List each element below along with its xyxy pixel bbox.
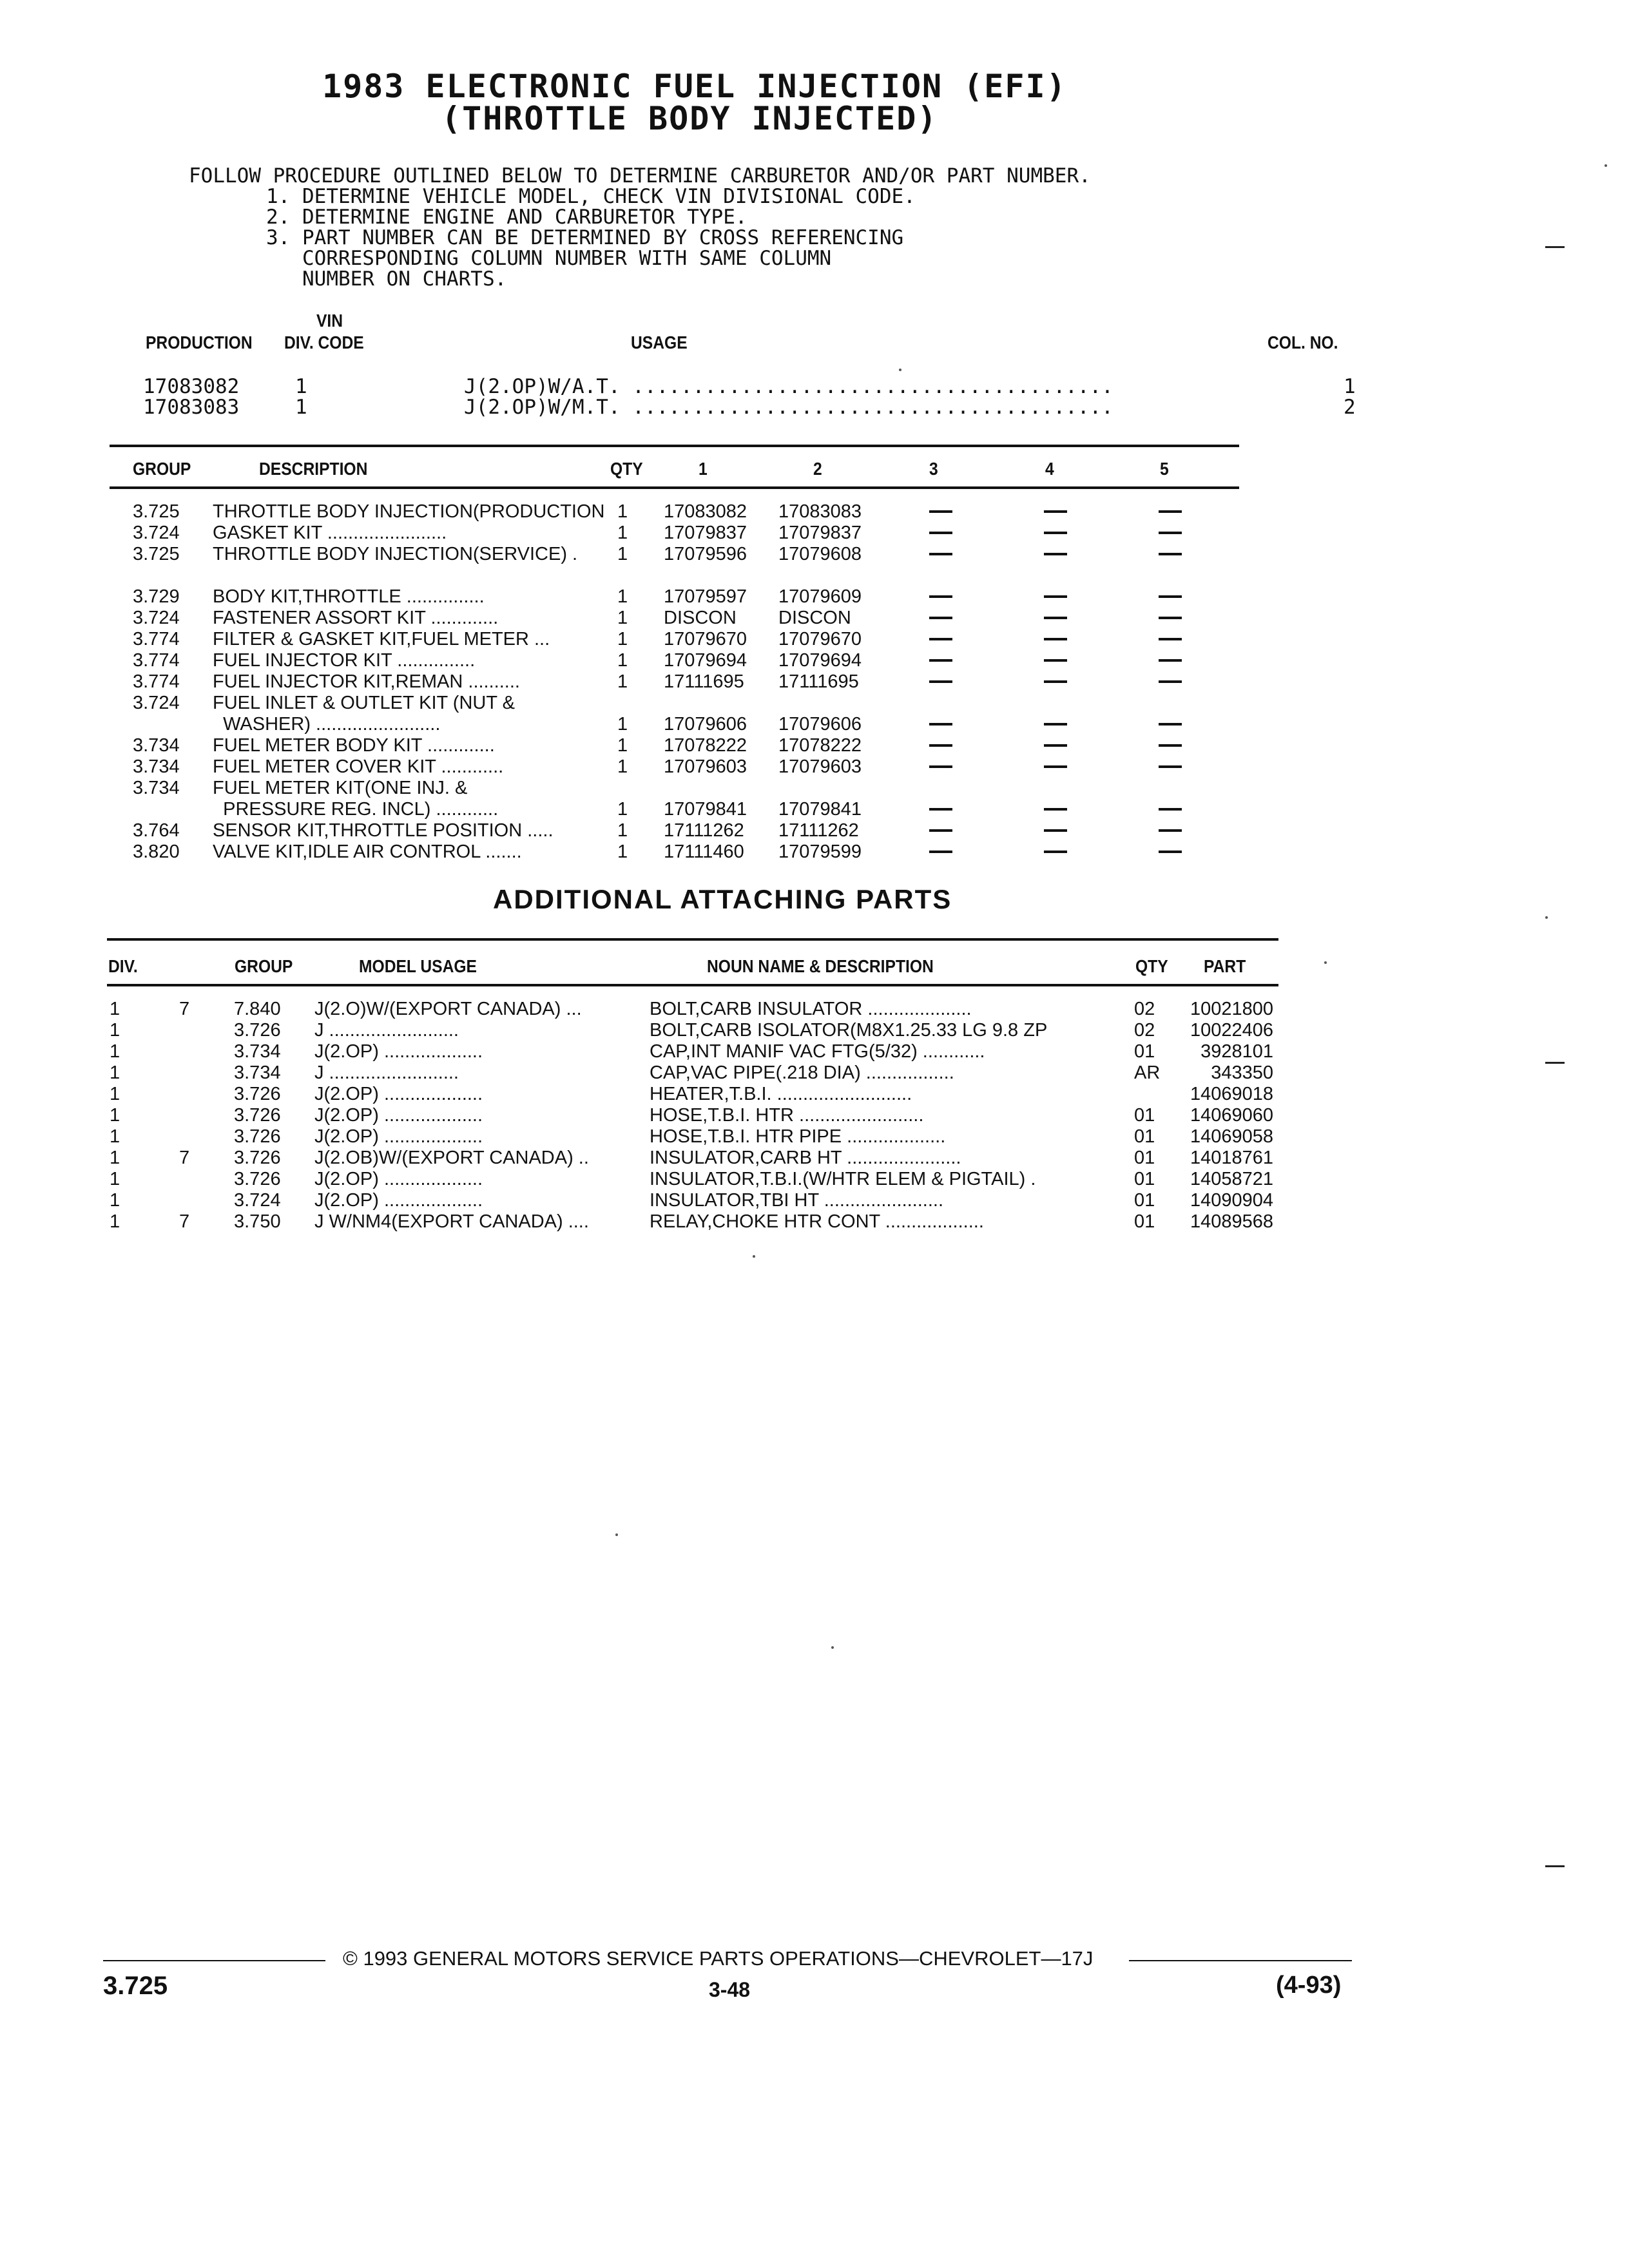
footer-date: (4-93) bbox=[1276, 1972, 1342, 1999]
group-header: GROUP bbox=[133, 459, 191, 479]
empty-cell-dash bbox=[929, 617, 952, 619]
scan-speck bbox=[831, 1646, 834, 1649]
empty-cell-dash bbox=[1159, 638, 1182, 640]
col-5-header: 5 bbox=[1160, 459, 1169, 479]
empty-cell-dash bbox=[929, 659, 952, 662]
add-qty: 01 bbox=[1134, 1126, 1155, 1147]
empty-cell-dash bbox=[929, 723, 952, 726]
add-group: 3.734 bbox=[234, 1062, 281, 1083]
empty-cell-dash bbox=[1159, 680, 1182, 683]
add-group: 3.750 bbox=[234, 1211, 281, 1232]
footer-page-number: 3-48 bbox=[709, 1978, 751, 2001]
empty-cell-dash bbox=[1044, 553, 1067, 555]
add-model-usage: J(2.OP) ................... bbox=[314, 1041, 483, 1062]
part-col-1: 17079670 bbox=[664, 629, 747, 649]
empty-cell-dash bbox=[929, 553, 952, 555]
parts-table-header-rule bbox=[110, 486, 1239, 489]
empty-cell-dash bbox=[1159, 659, 1182, 662]
add-part-number: 14018761 bbox=[1190, 1148, 1273, 1168]
footer-group-number: 3.725 bbox=[103, 1972, 168, 2000]
part-col-2: 17079606 bbox=[778, 714, 862, 735]
part-col-2: 17083083 bbox=[778, 501, 862, 522]
part-description: FILTER & GASKET KIT,FUEL METER ... bbox=[213, 629, 550, 649]
add-group: 3.734 bbox=[234, 1041, 281, 1062]
page-subtitle: (THROTTLE BODY INJECTED) bbox=[441, 100, 938, 137]
part-group: 3.734 bbox=[133, 756, 180, 777]
page-title: 1983 ELECTRONIC FUEL INJECTION (EFI) bbox=[322, 68, 1067, 105]
part-col-1: DISCON bbox=[664, 608, 737, 628]
part-col-2: 17079694 bbox=[778, 650, 862, 671]
part-description: THROTTLE BODY INJECTION(SERVICE) . bbox=[213, 544, 578, 564]
noun-header: NOUN NAME & DESCRIPTION bbox=[707, 956, 934, 976]
add-group: 3.726 bbox=[234, 1169, 281, 1189]
col-2-header: 2 bbox=[813, 459, 822, 479]
empty-cell-dash bbox=[1159, 723, 1182, 726]
add-qty: 02 bbox=[1134, 999, 1155, 1019]
empty-cell-dash bbox=[929, 765, 952, 768]
part-col-2: DISCON bbox=[778, 608, 851, 628]
part-group: 3.724 bbox=[133, 523, 180, 543]
add-noun-description: HOSE,T.B.I. HTR PIPE ................... bbox=[650, 1126, 946, 1147]
add-part-number: 14069060 bbox=[1190, 1105, 1273, 1126]
part-group: 3.724 bbox=[133, 693, 180, 713]
part-col-2: 17079670 bbox=[778, 629, 862, 649]
instructions-intro: FOLLOW PROCEDURE OUTLINED BELOW TO DETERMINE CARBURETOR AND/OR PART NUMBER. bbox=[189, 164, 1091, 187]
part-description: GASKET KIT ....................... bbox=[213, 523, 447, 543]
scan-mark bbox=[1545, 1865, 1565, 1867]
part-qty: 1 bbox=[617, 544, 628, 564]
empty-cell-dash bbox=[929, 510, 952, 513]
add-model-usage: J(2.OP) ................... bbox=[314, 1190, 483, 1211]
add-model-usage: J(2.OP) ................... bbox=[314, 1126, 483, 1147]
part-description: FASTENER ASSORT KIT ............. bbox=[213, 608, 499, 628]
add-group-header: GROUP bbox=[235, 956, 293, 976]
empty-cell-dash bbox=[929, 532, 952, 534]
part-qty: 1 bbox=[617, 523, 628, 543]
empty-cell-dash bbox=[1159, 850, 1182, 853]
add-qty: AR bbox=[1134, 1062, 1161, 1083]
add-model-usage: J(2.OP) ................... bbox=[314, 1169, 483, 1189]
production-number: 17083082 bbox=[143, 375, 240, 398]
part-col-1: 17079606 bbox=[664, 714, 747, 735]
part-qty: 1 bbox=[617, 756, 628, 777]
add-qty: 01 bbox=[1134, 1105, 1155, 1126]
add-div: 1 bbox=[110, 1169, 120, 1189]
div-code: 1 bbox=[295, 375, 307, 398]
empty-cell-dash bbox=[929, 638, 952, 640]
part-col-2: 17111262 bbox=[778, 820, 859, 841]
empty-cell-dash bbox=[1159, 510, 1182, 513]
part-col-2: 17079608 bbox=[778, 544, 862, 564]
part-col-2: 17079603 bbox=[778, 756, 862, 777]
empty-cell-dash bbox=[1044, 850, 1067, 853]
add-part-number: 3928101 bbox=[1200, 1041, 1273, 1062]
add-part-number: 14058721 bbox=[1190, 1169, 1273, 1189]
add-div: 1 bbox=[110, 1126, 120, 1147]
scan-speck bbox=[1605, 164, 1607, 167]
scan-speck bbox=[899, 369, 901, 371]
add-qty-header: QTY bbox=[1135, 956, 1168, 976]
add-part-number: 10022406 bbox=[1190, 1020, 1273, 1041]
part-group: 3.764 bbox=[133, 820, 180, 841]
div-header: DIV. bbox=[108, 956, 138, 976]
add-div: 1 bbox=[110, 999, 120, 1019]
add-noun-description: RELAY,CHOKE HTR CONT ................... bbox=[650, 1211, 984, 1232]
part-qty: 1 bbox=[617, 586, 628, 607]
add-model-usage: J(2.OP) ................... bbox=[314, 1105, 483, 1126]
add-noun-description: BOLT,CARB ISOLATOR(M8X1.25.33 LG 9.8 ZP bbox=[650, 1020, 1048, 1041]
add-model-usage: J ......................... bbox=[314, 1020, 459, 1041]
empty-cell-dash bbox=[1044, 765, 1067, 768]
part-group: 3.774 bbox=[133, 671, 180, 692]
empty-cell-dash bbox=[1044, 659, 1067, 662]
add-part-number: 14069058 bbox=[1190, 1126, 1273, 1147]
part-description: FUEL METER BODY KIT ............. bbox=[213, 735, 495, 756]
part-description: FUEL METER KIT(ONE INJ. & bbox=[213, 778, 468, 798]
part-col-1: 17079837 bbox=[664, 523, 747, 543]
footer-copyright: © 1993 GENERAL MOTORS SERVICE PARTS OPERATIONS—CHEVROLET—17J bbox=[343, 1947, 1094, 1970]
add-div: 1 bbox=[110, 1084, 120, 1104]
add-model-usage: J(2.OB)W/(EXPORT CANADA) .. bbox=[314, 1148, 589, 1168]
add-sub-code: 7 bbox=[179, 1211, 190, 1232]
add-noun-description: HEATER,T.B.I. .......................... bbox=[650, 1084, 912, 1104]
part-col-1: 17079841 bbox=[664, 799, 747, 820]
part-col-1: 17083082 bbox=[664, 501, 747, 522]
parts-table-top-rule bbox=[110, 445, 1239, 447]
add-div: 1 bbox=[110, 1190, 120, 1211]
add-qty: 01 bbox=[1134, 1148, 1155, 1168]
part-group: 3.725 bbox=[133, 544, 180, 564]
empty-cell-dash bbox=[1159, 617, 1182, 619]
additional-header-rule bbox=[107, 984, 1278, 986]
empty-cell-dash bbox=[1159, 808, 1182, 811]
col-no-header: COL. NO. bbox=[1268, 332, 1338, 352]
part-qty: 1 bbox=[617, 501, 628, 522]
add-part-number: 14089568 bbox=[1190, 1211, 1273, 1232]
instruction-step: CORRESPONDING COLUMN NUMBER WITH SAME COLUMN bbox=[266, 247, 832, 270]
empty-cell-dash bbox=[1044, 829, 1067, 832]
part-col-2: 17111695 bbox=[778, 671, 859, 692]
part-description: VALVE KIT,IDLE AIR CONTROL ....... bbox=[213, 841, 522, 862]
part-qty: 1 bbox=[617, 671, 628, 692]
empty-cell-dash bbox=[1159, 532, 1182, 534]
empty-cell-dash bbox=[1044, 808, 1067, 811]
add-group: 7.840 bbox=[234, 999, 281, 1019]
part-group: 3.774 bbox=[133, 650, 180, 671]
add-noun-description: CAP,INT MANIF VAC FTG(5/32) ............ bbox=[650, 1041, 985, 1062]
usage: J(2.OP)W/A.T. ........................................ bbox=[464, 375, 1113, 398]
instruction-step: 3. PART NUMBER CAN BE DETERMINED BY CROSS REFERENCING bbox=[266, 226, 904, 249]
empty-cell-dash bbox=[929, 850, 952, 853]
add-div: 1 bbox=[110, 1041, 120, 1062]
add-noun-description: BOLT,CARB INSULATOR .................... bbox=[650, 999, 972, 1019]
add-part-number: 10021800 bbox=[1190, 999, 1273, 1019]
part-description: SENSOR KIT,THROTTLE POSITION ..... bbox=[213, 820, 554, 841]
part-group: 3.724 bbox=[133, 608, 180, 628]
add-part-number: 14069018 bbox=[1190, 1084, 1273, 1104]
empty-cell-dash bbox=[1044, 595, 1067, 598]
additional-heading: ADDITIONAL ATTACHING PARTS bbox=[493, 884, 952, 914]
add-noun-description: HOSE,T.B.I. HTR ........................ bbox=[650, 1105, 924, 1126]
part-description: WASHER) ........................ bbox=[213, 714, 441, 735]
part-qty: 1 bbox=[617, 820, 628, 841]
production-header: PRODUCTION bbox=[146, 332, 253, 352]
usage-header: USAGE bbox=[631, 332, 688, 352]
col-no: 1 bbox=[1344, 375, 1356, 398]
add-qty: 01 bbox=[1134, 1190, 1155, 1211]
model-usage-header: MODEL USAGE bbox=[359, 956, 477, 976]
part-qty: 1 bbox=[617, 735, 628, 756]
scan-mark bbox=[1545, 1062, 1565, 1064]
col-1-header: 1 bbox=[699, 459, 708, 479]
part-qty: 1 bbox=[617, 650, 628, 671]
add-sub-code: 7 bbox=[179, 999, 190, 1019]
add-group: 3.726 bbox=[234, 1020, 281, 1041]
scan-speck bbox=[615, 1533, 618, 1536]
add-qty: 02 bbox=[1134, 1020, 1155, 1041]
part-qty: 1 bbox=[617, 799, 628, 820]
part-col-1: 17079694 bbox=[664, 650, 747, 671]
part-col-2: 17079599 bbox=[778, 841, 862, 862]
col-4-header: 4 bbox=[1045, 459, 1054, 479]
part-group: 3.725 bbox=[133, 501, 180, 522]
part-col-1: 17079603 bbox=[664, 756, 747, 777]
add-group: 3.724 bbox=[234, 1190, 281, 1211]
empty-cell-dash bbox=[1159, 553, 1182, 555]
scan-speck bbox=[753, 1255, 755, 1258]
part-qty: 1 bbox=[617, 841, 628, 862]
empty-cell-dash bbox=[929, 829, 952, 832]
additional-top-rule bbox=[107, 938, 1278, 941]
add-group: 3.726 bbox=[234, 1105, 281, 1126]
add-div: 1 bbox=[110, 1211, 120, 1232]
usage: J(2.OP)W/M.T. ........................................ bbox=[464, 396, 1113, 419]
part-header: PART bbox=[1204, 956, 1246, 976]
part-qty: 1 bbox=[617, 629, 628, 649]
part-group: 3.734 bbox=[133, 735, 180, 756]
add-div: 1 bbox=[110, 1062, 120, 1083]
part-col-1: 17079597 bbox=[664, 586, 747, 607]
part-col-2: 17079837 bbox=[778, 523, 862, 543]
part-group: 3.734 bbox=[133, 778, 180, 798]
empty-cell-dash bbox=[1159, 765, 1182, 768]
add-group: 3.726 bbox=[234, 1126, 281, 1147]
instruction-step: 2. DETERMINE ENGINE AND CARBURETOR TYPE. bbox=[266, 206, 747, 229]
part-col-1: 17079596 bbox=[664, 544, 747, 564]
empty-cell-dash bbox=[1159, 595, 1182, 598]
part-qty: 1 bbox=[617, 608, 628, 628]
col-3-header: 3 bbox=[929, 459, 938, 479]
add-model-usage: J(2.O)W/(EXPORT CANADA) ... bbox=[314, 999, 582, 1019]
vin-header: VIN bbox=[316, 311, 343, 331]
empty-cell-dash bbox=[1159, 829, 1182, 832]
part-col-1: 17111695 bbox=[664, 671, 744, 692]
empty-cell-dash bbox=[1044, 510, 1067, 513]
scan-mark bbox=[1545, 246, 1565, 248]
qty-header: QTY bbox=[610, 459, 643, 479]
description-header: DESCRIPTION bbox=[259, 459, 368, 479]
add-model-usage: J ......................... bbox=[314, 1062, 459, 1083]
scan-speck bbox=[1324, 961, 1327, 964]
add-qty: 01 bbox=[1134, 1041, 1155, 1062]
empty-cell-dash bbox=[1044, 638, 1067, 640]
div-code: 1 bbox=[295, 396, 307, 419]
footer-rule-left bbox=[103, 1960, 325, 1961]
add-model-usage: J(2.OP) ................... bbox=[314, 1084, 483, 1104]
add-div: 1 bbox=[110, 1148, 120, 1168]
part-description: FUEL INLET & OUTLET KIT (NUT & bbox=[213, 693, 515, 713]
empty-cell-dash bbox=[1044, 723, 1067, 726]
empty-cell-dash bbox=[929, 680, 952, 683]
part-col-2: 17079841 bbox=[778, 799, 862, 820]
part-group: 3.774 bbox=[133, 629, 180, 649]
empty-cell-dash bbox=[929, 744, 952, 747]
empty-cell-dash bbox=[1044, 617, 1067, 619]
add-sub-code: 7 bbox=[179, 1148, 190, 1168]
add-model-usage: J W/NM4(EXPORT CANADA) .... bbox=[314, 1211, 589, 1232]
part-description: FUEL INJECTOR KIT,REMAN .......... bbox=[213, 671, 520, 692]
add-part-number: 14090904 bbox=[1190, 1190, 1273, 1211]
div-code-header: DIV. CODE bbox=[284, 332, 364, 352]
empty-cell-dash bbox=[1044, 680, 1067, 683]
add-qty: 01 bbox=[1134, 1211, 1155, 1232]
part-col-1: 17111262 bbox=[664, 820, 744, 841]
part-description: BODY KIT,THROTTLE ............... bbox=[213, 586, 485, 607]
footer-rule-right bbox=[1129, 1960, 1352, 1961]
add-div: 1 bbox=[110, 1020, 120, 1041]
add-qty: 01 bbox=[1134, 1169, 1155, 1189]
instruction-step: NUMBER ON CHARTS. bbox=[266, 267, 507, 291]
col-no: 2 bbox=[1344, 396, 1356, 419]
add-noun-description: INSULATOR,CARB HT ...................... bbox=[650, 1148, 961, 1168]
part-col-2: 17079609 bbox=[778, 586, 862, 607]
add-noun-description: INSULATOR,TBI HT ....................... bbox=[650, 1190, 944, 1211]
add-group: 3.726 bbox=[234, 1084, 281, 1104]
part-qty: 1 bbox=[617, 714, 628, 735]
add-part-number: 343350 bbox=[1211, 1062, 1273, 1083]
empty-cell-dash bbox=[929, 808, 952, 811]
add-div: 1 bbox=[110, 1105, 120, 1126]
add-noun-description: CAP,VAC PIPE(.218 DIA) ................. bbox=[650, 1062, 954, 1083]
part-group: 3.820 bbox=[133, 841, 180, 862]
part-description: PRESSURE REG. INCL) ............ bbox=[213, 799, 499, 820]
instruction-step: 1. DETERMINE VEHICLE MODEL, CHECK VIN DIVISIONAL CODE. bbox=[266, 185, 916, 208]
add-noun-description: INSULATOR,T.B.I.(W/HTR ELEM & PIGTAIL) . bbox=[650, 1169, 1036, 1189]
add-group: 3.726 bbox=[234, 1148, 281, 1168]
empty-cell-dash bbox=[929, 595, 952, 598]
part-description: FUEL METER COVER KIT ............ bbox=[213, 756, 504, 777]
empty-cell-dash bbox=[1044, 532, 1067, 534]
scan-speck bbox=[1545, 916, 1548, 919]
empty-cell-dash bbox=[1044, 744, 1067, 747]
part-col-2: 17078222 bbox=[778, 735, 862, 756]
part-group: 3.729 bbox=[133, 586, 180, 607]
part-description: FUEL INJECTOR KIT ............... bbox=[213, 650, 476, 671]
part-description: THROTTLE BODY INJECTION(PRODUCTION bbox=[213, 501, 605, 522]
part-col-1: 17078222 bbox=[664, 735, 747, 756]
production-number: 17083083 bbox=[143, 396, 240, 419]
part-col-1: 17111460 bbox=[664, 841, 744, 862]
empty-cell-dash bbox=[1159, 744, 1182, 747]
